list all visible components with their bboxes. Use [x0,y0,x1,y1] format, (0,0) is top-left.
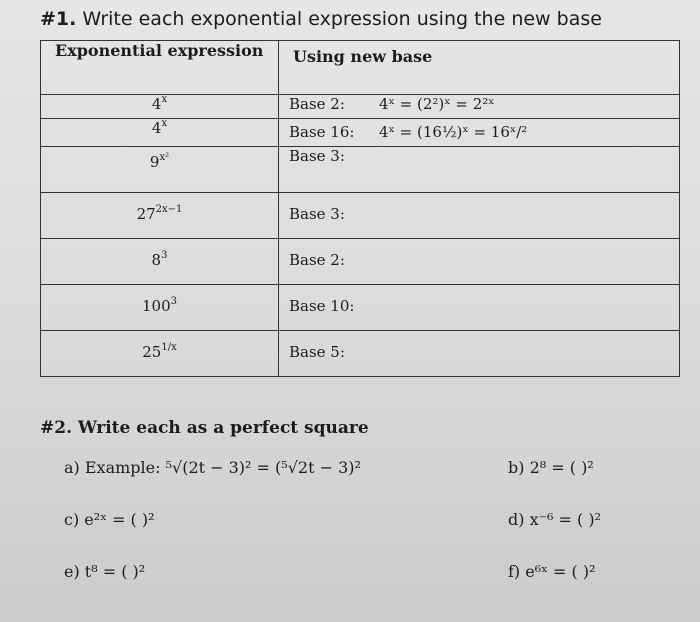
base-label: Base 3: [289,147,345,165]
base-cell [279,193,680,239]
question-2-number: #2. [40,418,72,438]
expression-cell: $8^3$ [41,239,279,285]
question-1-title [40,8,602,30]
item-d: d) x⁻⁶ = ( )² [508,510,602,529]
base-cell [279,95,680,119]
base-label: Base 2: [289,95,345,113]
exponent-table [40,40,680,377]
item-b: b) 2⁸ = ( )² [508,458,594,477]
question-2-title [40,418,369,438]
item-f: f) e⁶ˣ = ( )² [508,562,596,581]
base-label: Base 16: [289,123,355,141]
base-label: Base 10: [289,297,355,315]
question-2-text: Write each as a perfect square [77,418,369,438]
base-cell [279,239,680,285]
base-label: Base 5: [289,343,345,361]
table-header-row [41,41,680,95]
table-row [41,331,680,377]
table-row [41,193,680,239]
table-row [41,239,680,285]
expression-cell: $100^3$ [41,285,279,331]
item-e: e) t⁸ = ( )² [64,562,146,581]
base-label: Base 2: [289,251,345,269]
base-label: Base 3: [289,205,345,223]
expression-cell: $25^{1/x}$ [41,331,279,377]
expression-cell: 4$^x$ [41,119,279,147]
item-c: c) e²ˣ = ( )² [64,510,155,529]
question-1-text: Write each exponential expression using the new base [82,8,602,30]
worked-answer: 4ˣ = (2²)ˣ = 2²ˣ [379,95,495,113]
table-row [41,119,680,147]
base-cell [279,119,680,147]
worked-answer: 4ˣ = (16½)ˣ = 16ˣ/² [379,123,528,141]
table-row [41,147,680,193]
base-cell [279,331,680,377]
item-a-example: a) Example: ⁵√(2t − 3)² = (⁵√2t − 3)² [64,458,361,477]
expression-cell: $27^{2x-1}$ [41,193,279,239]
base-cell [279,147,680,193]
header-using-new-base: Using new base [279,41,680,95]
question-1-number: #1. [40,8,77,30]
expression-cell: $9^{x^2}$ [41,147,279,193]
base-cell [279,285,680,331]
expression-cell: 4$^x$ [41,95,279,119]
table-row [41,285,680,331]
table-row [41,95,680,119]
header-exponential-expression: Exponential expression [41,41,279,95]
